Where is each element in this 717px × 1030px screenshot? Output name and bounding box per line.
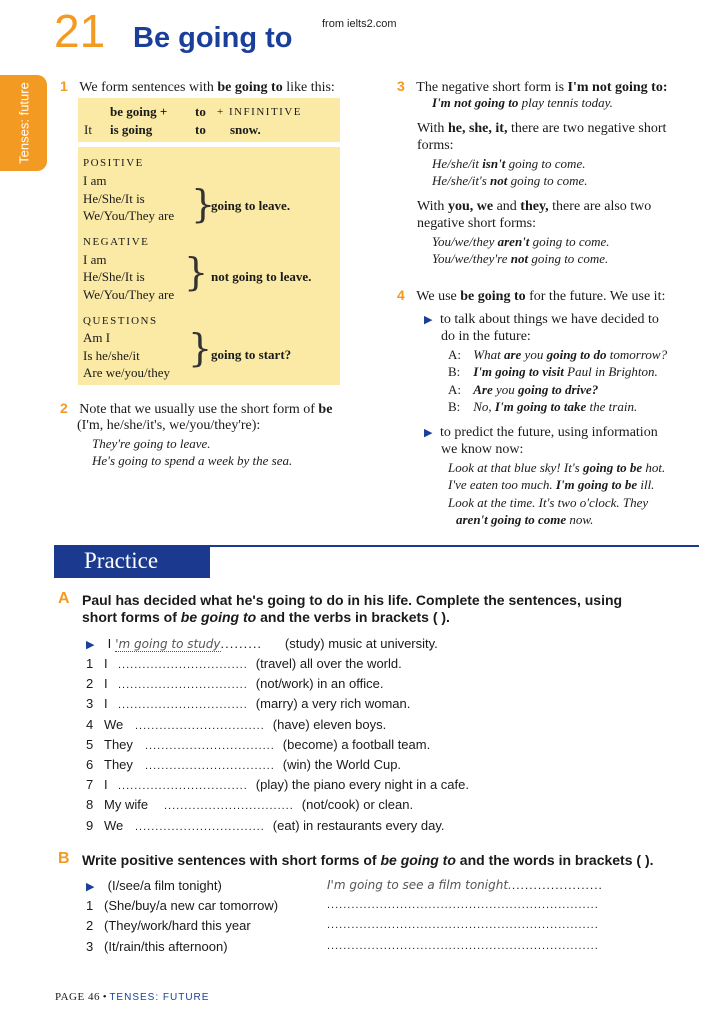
exercise-a-item: 6 They ................................ (win) the World Cup. [86,757,402,772]
exercise-a-letter: A [58,590,70,607]
example-answer: 'm going to study......... [115,636,263,651]
section-4-text: 4 We use be going to for the future. We use it: [397,287,666,304]
brace: } [191,182,216,226]
exercise-a-item: 7 I ................................ (play) the piano every night in a cafe. [86,777,469,793]
dialog-line: A: What are you going to do tomorrow? [448,347,668,362]
negative-label: NEGATIVE [83,236,150,248]
practice-banner [54,545,210,578]
exercise-b-letter: B [58,850,70,867]
brace: } [184,250,209,294]
dialog-line: B: No, I'm going to take the train. [448,399,638,414]
example-triangle-icon: ▶ [86,881,95,893]
section-2-number: 2 [60,400,68,416]
practice-title: Practice [84,548,159,573]
side-tab [0,75,47,171]
dialog-line: A: Are you going to drive? [448,382,599,397]
section-3-number: 3 [397,78,405,94]
answer-blank[interactable]: ................................ [118,699,248,712]
side-tab-label: Tenses: future [16,82,32,164]
answer-blank[interactable]: ................................ [135,719,265,732]
example-triangle-icon: ▶ [86,639,95,651]
answer-blank[interactable]: ................................ [164,800,294,813]
unit-title: Be going to [133,22,293,54]
answer-blank[interactable]: ................................ [118,780,248,793]
exercise-a-example: ▶ I 'm going to study......... (study) music at university. [86,636,438,651]
section-2-text: 2 Note that we usually use the short form of be [60,400,333,417]
exercise-a-item: 2 I ................................ (not/work) in an office. [86,676,384,692]
answer-blank[interactable]: ................................ [118,659,248,671]
answer-blank[interactable]: ................................ [145,739,275,752]
page-footer: PAGE 46 • TENSES: FUTURE [55,991,210,1003]
exercise-b-example: ▶ (I/see/a film tonight) [86,878,222,893]
formula-box: be going + to + INFINITIVE It is going to snow. [78,98,340,142]
answer-blank[interactable]: ................................................................... [327,919,599,932]
exercise-a-item: 4 We ................................ (have) eleven boys. [86,716,387,732]
answer-blank[interactable]: ................................................................... [327,939,599,952]
section-1-intro: 1 We form sentences with be going to like this: [60,78,335,95]
exercise-b-example-answer: I'm going to see a film tonight...................... [327,878,603,892]
exercise-a-item: 1 I ................................ (travel) all over the world. [86,656,402,671]
source-credit: from ielts2.com [322,18,397,30]
section-4-number: 4 [397,287,405,303]
questions-label: QUESTIONS [83,315,158,327]
exercise-b-item: 1 (She/buy/a new car tomorrow) [86,898,279,913]
exercise-a-item: 3 I ................................ (marry) a very rich woman. [86,696,411,712]
bullet-triangle-icon: ▶ [424,314,433,326]
conjugation-box: POSITIVE I am He/She/It is We/You/They are } going to leave. NEGATIVE I am He/She/It is We/You/They are } not going to leave. QUESTIONS Am I Is he/she/it Are we/you/they } going to start? [78,147,340,385]
exercise-a-instruction: Paul has decided what he's going to do in his life. Complete the sentences, using [82,592,623,608]
dialog-line: B: I'm going to visit Paul in Brighton. [448,364,658,379]
brace: } [188,326,213,370]
exercise-b-item: 3 (It/rain/this afternoon) [86,938,228,954]
answer-blank[interactable]: ................................ [145,760,275,772]
section-1-number: 1 [60,78,68,94]
answer-blank[interactable]: ................................................................... [327,899,599,911]
positive-label: POSITIVE [83,157,144,169]
exercise-a-item: 5 They ................................ (become) a football team. [86,736,431,752]
answer-blank[interactable]: ................................ [118,679,248,692]
exercise-b-instruction: Write positive sentences with short forms of be going to and the words in brackets ( ). [82,852,654,868]
exercise-b-item: 2 (They/work/hard this year [86,918,251,934]
bullet-triangle-icon: ▶ [424,427,433,439]
answer-blank[interactable]: ................................ [135,820,265,833]
section-3-text: 3 The negative short form is I'm not going to: [397,78,668,95]
unit-number: 21 [54,5,106,57]
exercise-a-item: 8 My wife ................................ (not/cook) or clean. [86,797,414,813]
exercise-a-item: 9 We ................................ (eat) in restaurants every day. [86,817,445,833]
